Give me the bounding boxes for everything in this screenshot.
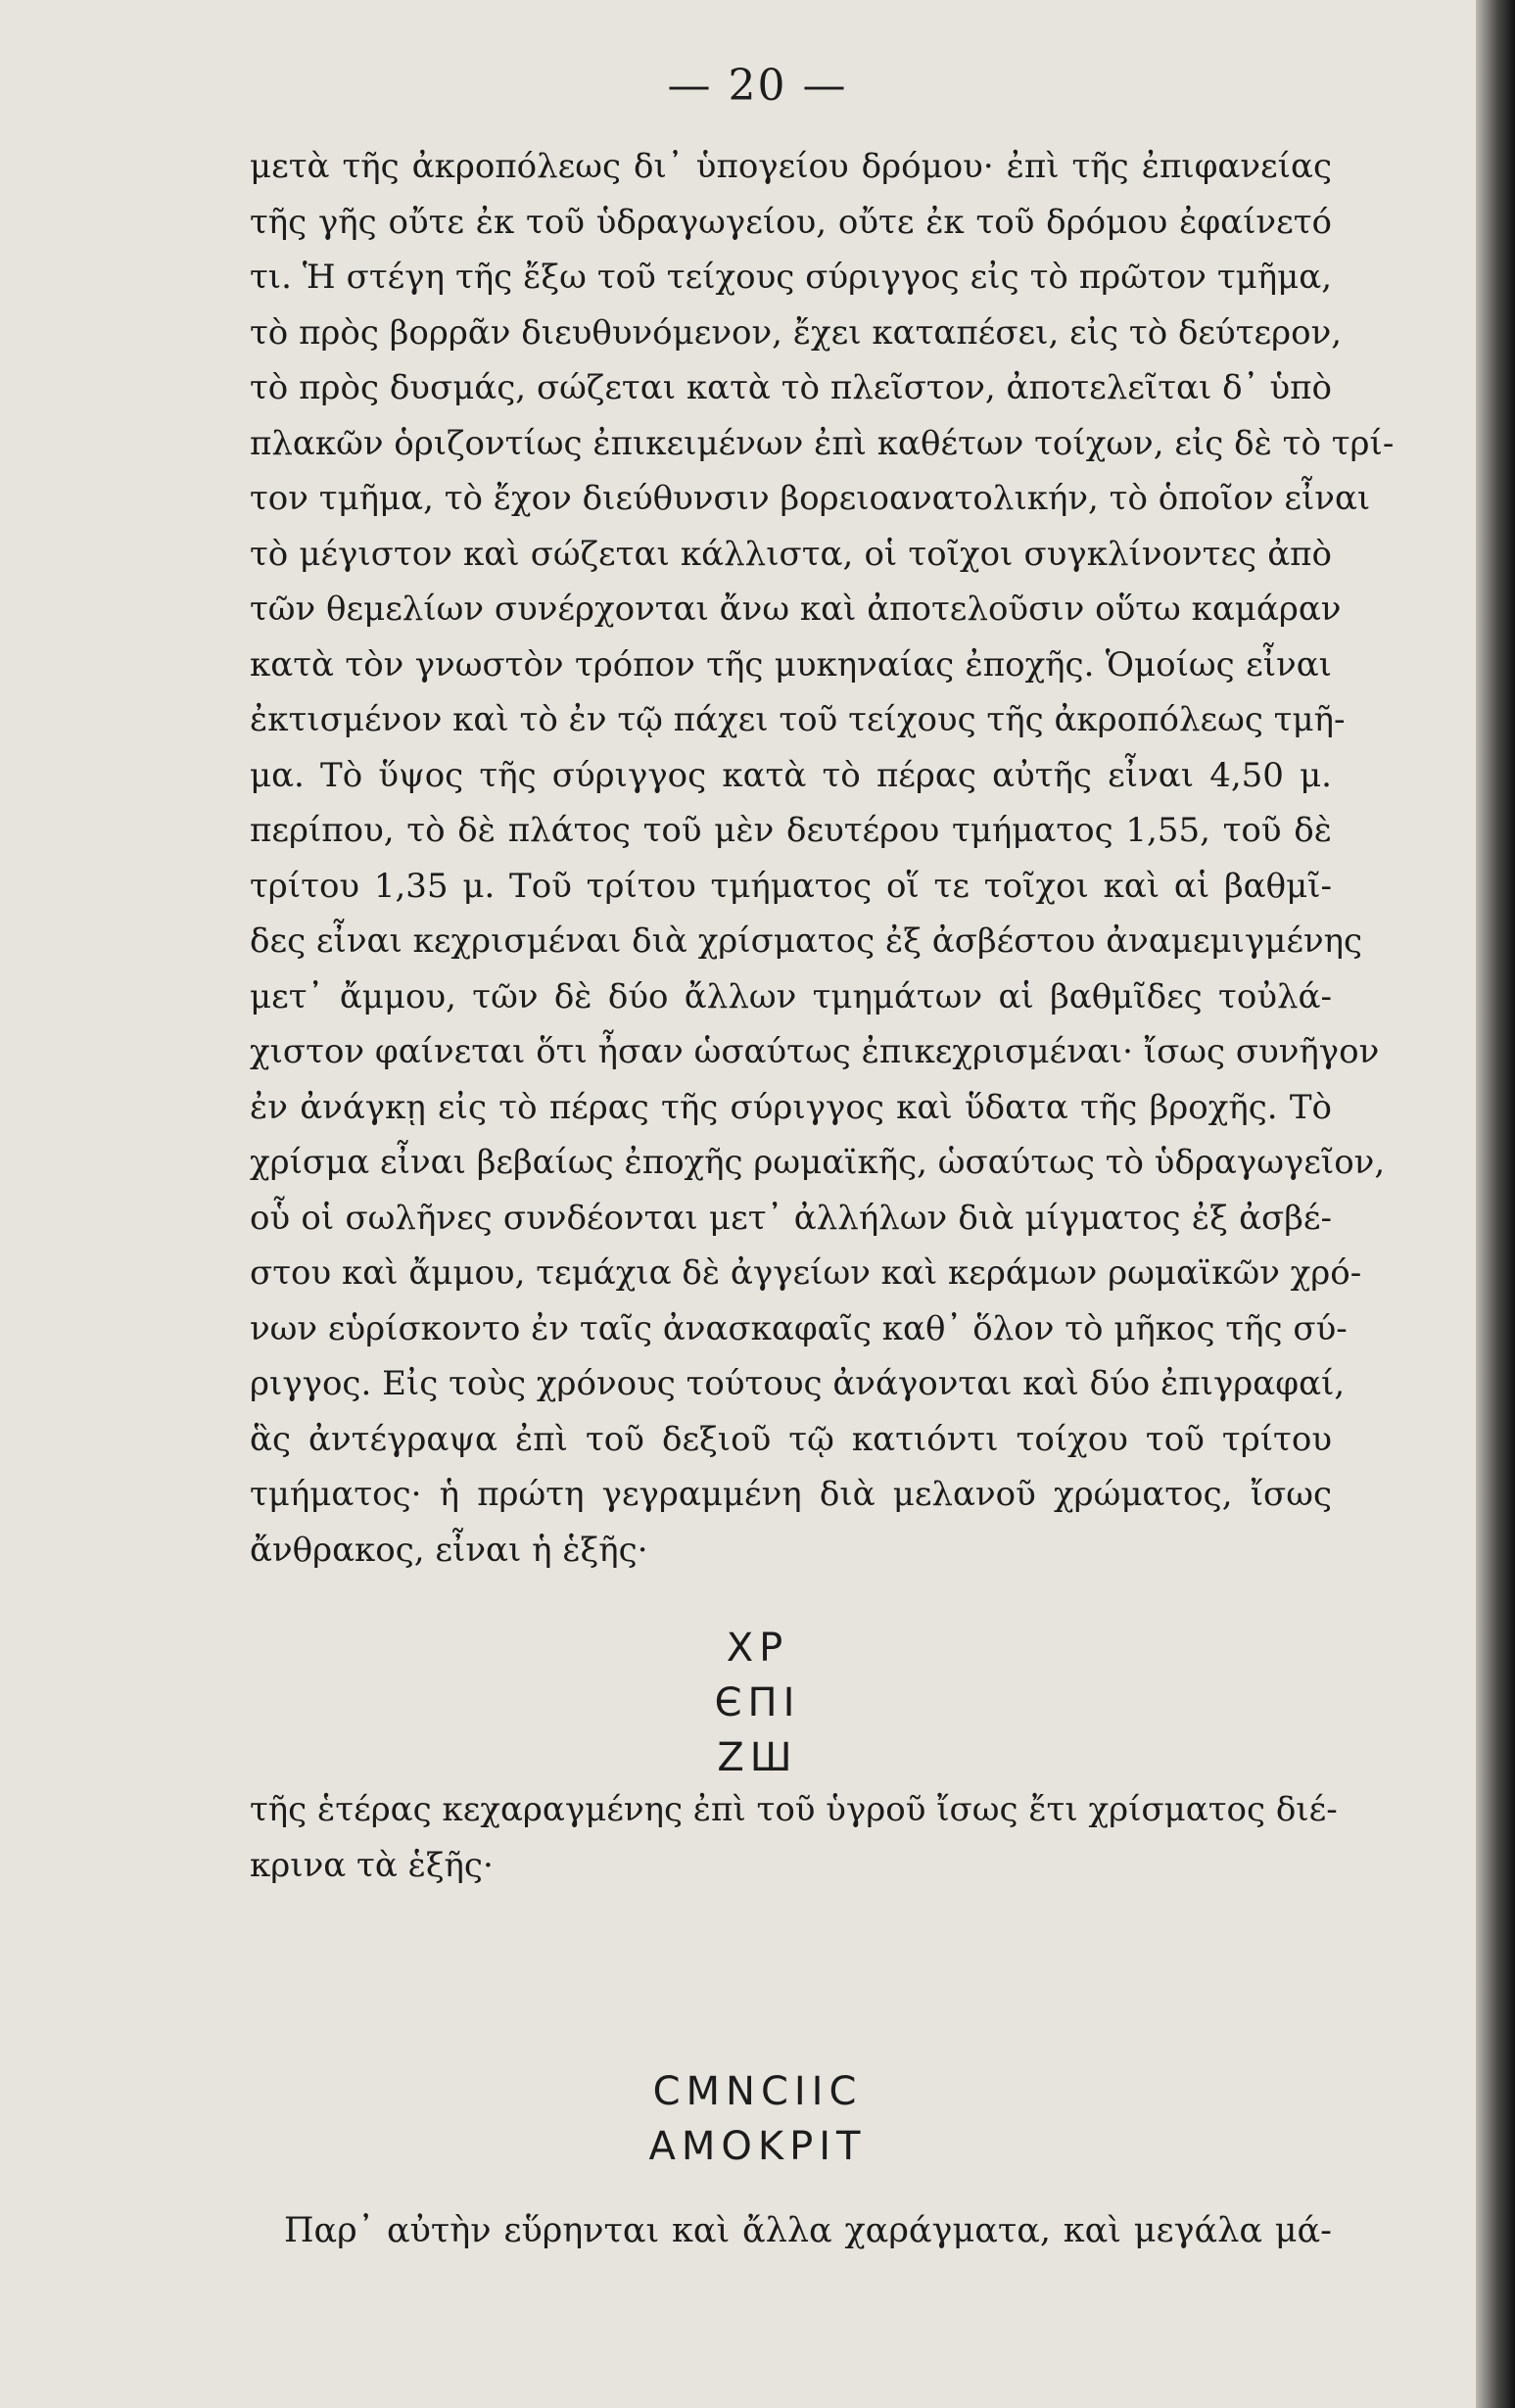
text-line: τον τμῆμα, τὸ ἔχον διεύθυνσιν βορειοανατολικήν, τὸ ὁποῖον εἶναι: [250, 479, 1371, 518]
text-line: τὸ πρὸς βορρᾶν διευθυνόμενον, ἔχει καταπέσει, εἰς τὸ δεύτερον,: [250, 312, 1343, 353]
text-line: μετὰ τῆς ἀκροπόλεως δι᾽ ὑπογείου δρόμου· ἐπὶ τῆς ἐπιφανείας: [250, 147, 1332, 186]
text-line: νων εὑρίσκοντο ἐν ταῖς ἀνασκαφαῖς καθ᾽ ὅλον τὸ μῆκος τῆς σύ-: [250, 1308, 1348, 1348]
text-line: τὸ μέγιστον καὶ σώζεται κάλλιστα, οἱ τοῖχοι συγκλίνοντες ἀπὸ: [250, 534, 1332, 574]
inscription-line: CΜΝCΙΙC: [652, 2069, 863, 2114]
inscription-line: ΖШ: [717, 1735, 798, 1780]
last-paragraph: [250, 2203, 1332, 2259]
text-line: οὗ οἱ σωλῆνες συνδέονται μετ᾽ ἀλλήλων διὰ μίγματος ἐξ ἀσβέ-: [250, 1198, 1332, 1238]
inscription-first: [0, 1621, 1515, 1785]
text-line: μετ᾽ ἄμμου, τῶν δὲ δύο ἄλλων τμημάτων αἱ βαθμῖδες τοὐλά-: [250, 976, 1332, 1016]
page-number: — 20 —: [667, 61, 848, 111]
text-line: τῶν θεμελίων συνέρχονται ἄνω καὶ ἀποτελοῦσιν οὕτω καμάραν: [250, 590, 1342, 629]
text-line: χιστον φαίνεται ὅτι ἦσαν ὡσαύτως ἐπικεχρισμέναι· ἴσως συνῆγον: [250, 1032, 1380, 1071]
page-edge-shadow: [1476, 0, 1515, 2408]
text-line: πλακῶν ὁριζοντίως ἐπικειμένων ἐπὶ καθέτων τοίχων, εἰς δὲ τὸ τρί-: [250, 423, 1395, 463]
text-line: ἐν ἀνάγκῃ εἰς τὸ πέρας τῆς σύριγγος καὶ ὕδατα τῆς βροχῆς. Τὸ: [250, 1087, 1332, 1127]
text-line: τμήματος· ἡ πρώτη γεγραμμένη διὰ μελανοῦ χρώματος, ἴσως: [250, 1475, 1332, 1514]
text-line: δες εἶναι κεχρισμέναι διὰ χρίσματος ἐξ ἀσβέστου ἀναμεμιγμένης: [250, 921, 1363, 961]
text-line: κατὰ τὸν γνωστὸν τρόπον τῆς μυκηναίας ἐποχῆς. Ὁμοίως εἶναι: [250, 644, 1332, 685]
inscription-line: ЄΠΙ: [714, 1680, 801, 1725]
between-paragraph: [250, 1782, 1338, 1893]
text-line: κρινα τὰ ἑξῆς·: [250, 1845, 494, 1885]
main-paragraph: [250, 139, 1395, 1578]
text-line: ἄνθρακος, εἶναι ἡ ἑξῆς·: [250, 1530, 648, 1570]
text-line: μα. Τὸ ὕψος τῆς σύριγγος κατὰ τὸ πέρας αὐτῆς εἶναι 4,50 μ.: [250, 755, 1332, 795]
text-line: Παρ᾽ αὐτὴν εὕρηνται καὶ ἄλλα χαράγματα, καὶ μεγάλα μά-: [284, 2211, 1332, 2250]
text-line: τὸ πρὸς δυσμάς, σώζεται κατὰ τὸ πλεῖστον, ἀποτελεῖται δ᾽ ὑπὸ: [250, 368, 1332, 407]
text-line: περίπου, τὸ δὲ πλάτος τοῦ μὲν δευτέρου τμήματος 1,55, τοῦ δὲ: [250, 811, 1332, 850]
inscription-second: [0, 2064, 1515, 2174]
text-line: τρίτου 1,35 μ. Τοῦ τρίτου τμήματος οἵ τε τοῖχοι καὶ αἱ βαθμῖ-: [250, 866, 1332, 906]
text-line: χρίσμα εἶναι βεβαίως ἐποχῆς ρωμαϊκῆς, ὡσαύτως τὸ ὑδραγωγεῖον,: [250, 1143, 1386, 1182]
inscription-line: ΑΜΟΚΡΙΤ: [648, 2124, 867, 2169]
text-line: τῆς γῆς οὔτε ἐκ τοῦ ὑδραγωγείου, οὔτε ἐκ τοῦ δρόμου ἐφαίνετό: [250, 202, 1332, 242]
text-line: ἃς ἀντέγραψα ἐπὶ τοῦ δεξιοῦ τῷ κατιόντι τοίχου τοῦ τρίτου: [250, 1419, 1332, 1459]
text-line: ἐκτισμένον καὶ τὸ ἐν τῷ πάχει τοῦ τείχους τῆς ἀκροπόλεως τμῆ-: [250, 700, 1346, 739]
text-line: τι. Ἡ στέγη τῆς ἔξω τοῦ τείχους σύριγγος εἰς τὸ πρῶτον τμῆμα,: [250, 258, 1332, 297]
inscription-line: ΧΡ: [726, 1626, 789, 1671]
text-line: ριγγος. Εἰς τοὺς χρόνους τούτους ἀνάγονται καὶ δύο ἐπιγραφαί,: [250, 1364, 1346, 1403]
text-line: στου καὶ ἄμμου, τεμάχια δὲ ἀγγείων καὶ κεράμων ρωμαϊκῶν χρό-: [250, 1253, 1362, 1293]
text-line: τῆς ἑτέρας κεχαραγμένης ἐπὶ τοῦ ὑγροῦ ἴσως ἔτι χρίσματος διέ-: [250, 1790, 1338, 1829]
